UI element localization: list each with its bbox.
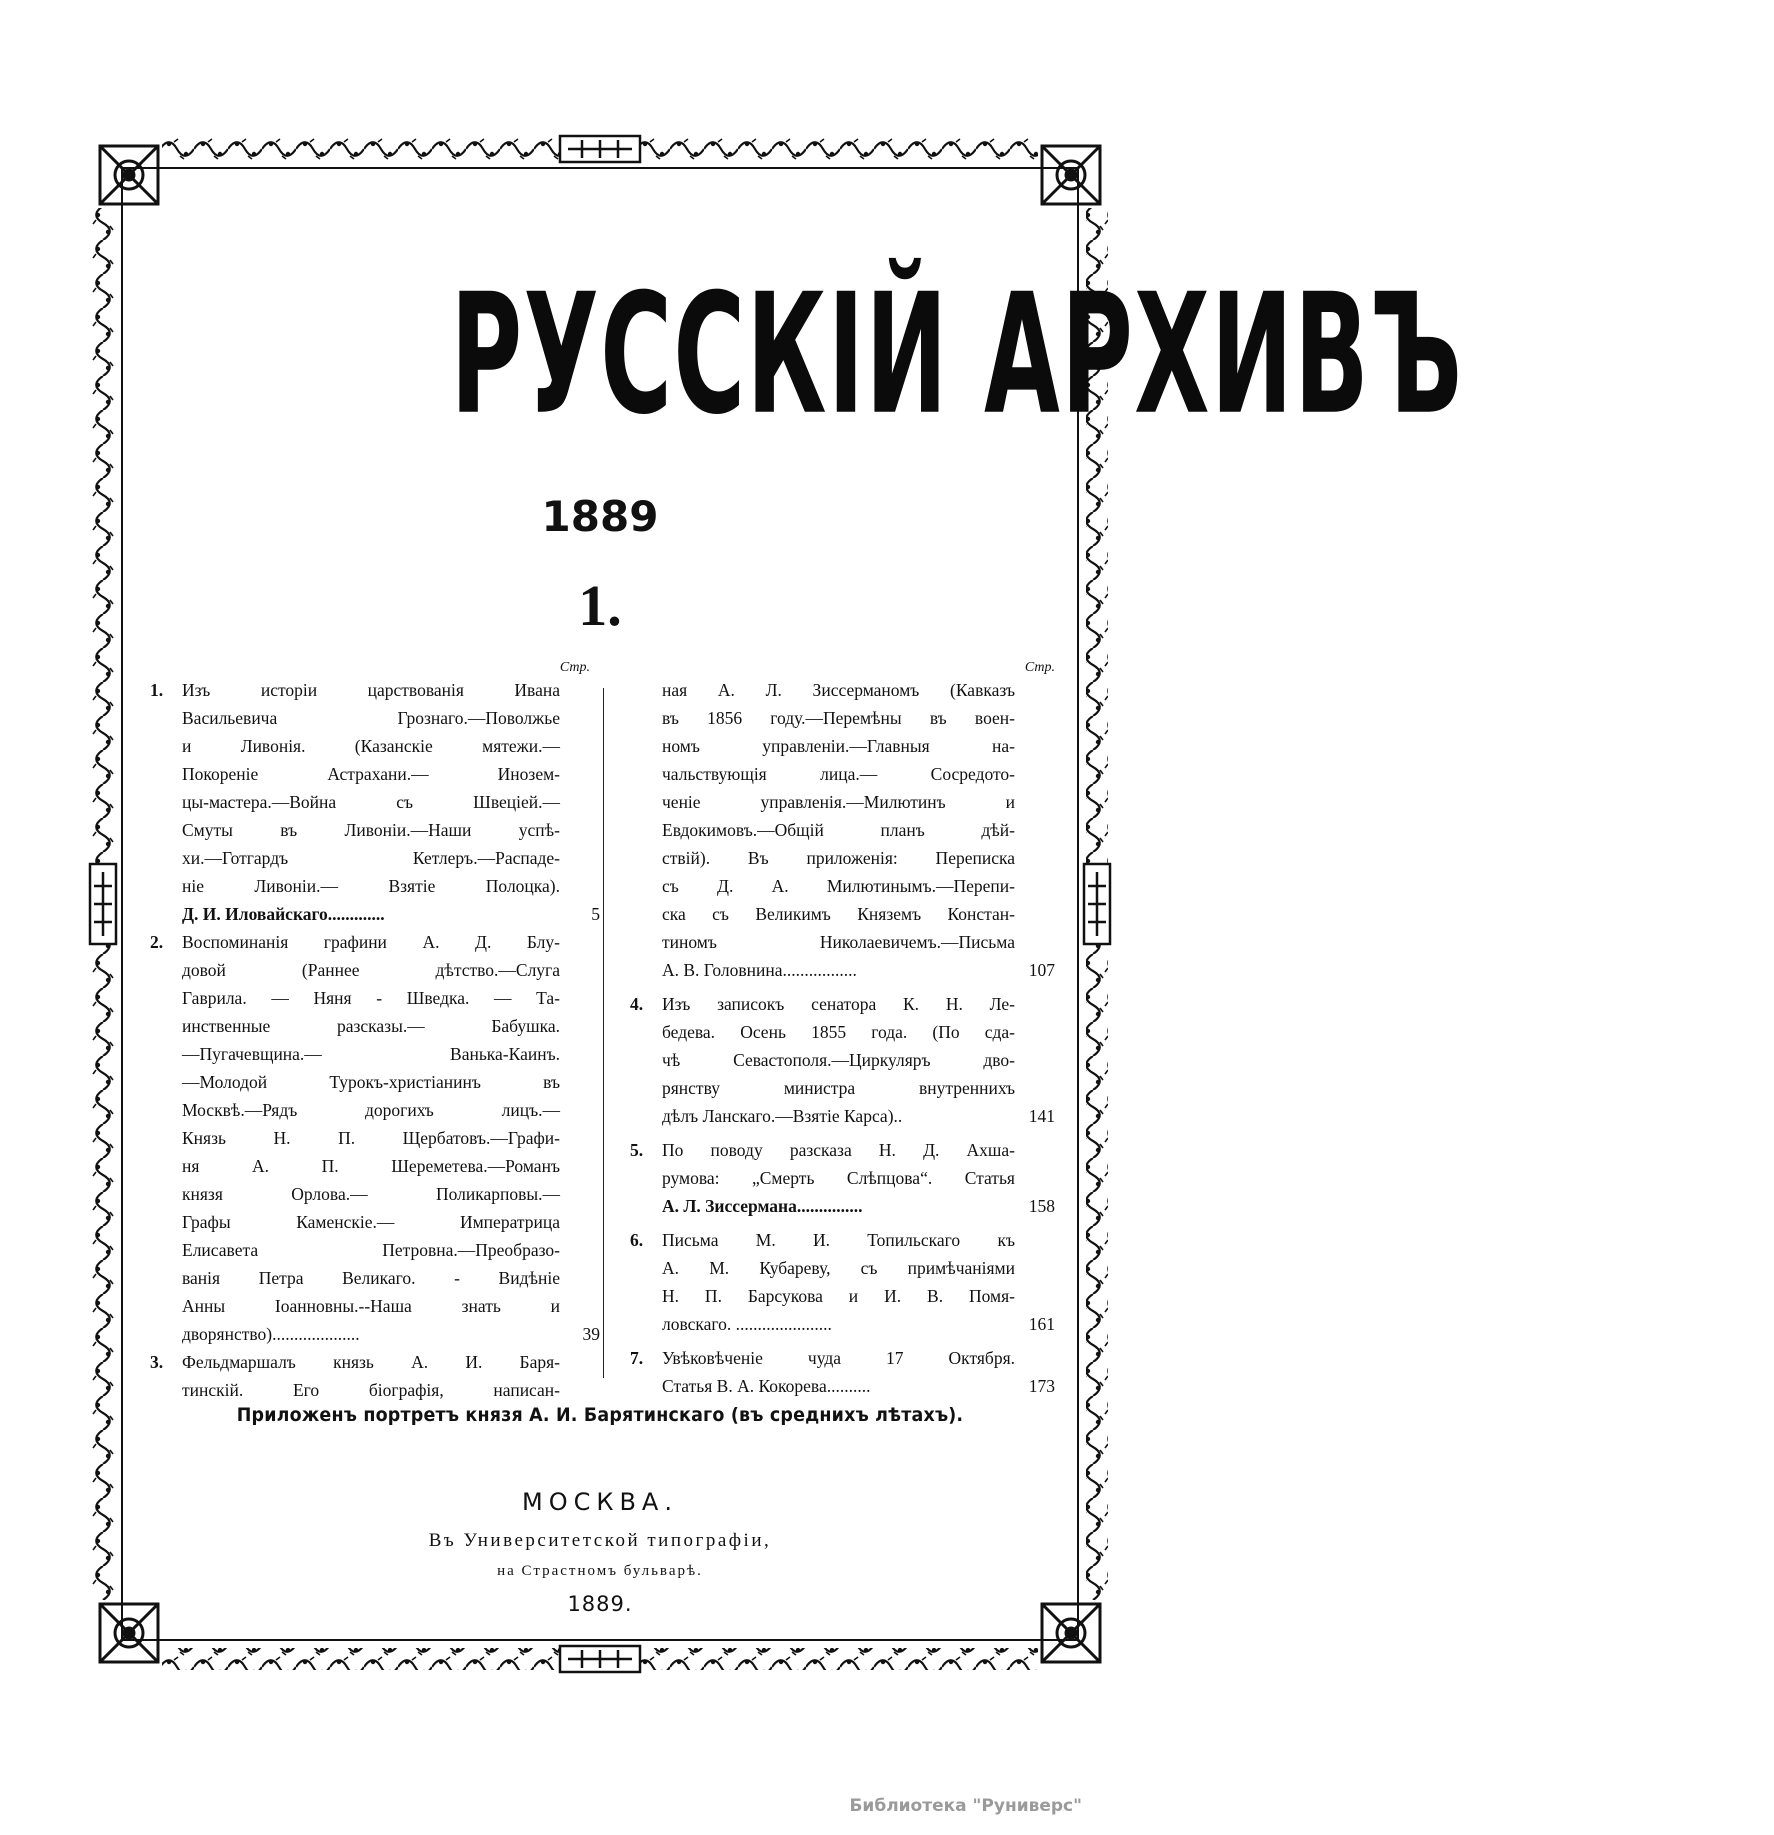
entry-line: Изъ исторіи царствованія Ивана xyxy=(182,680,560,700)
publication-year: 1889 xyxy=(541,492,659,541)
toc-entry-1 xyxy=(150,676,600,928)
page-label-right: Стр. xyxy=(1024,660,1055,675)
entry-page: 158 xyxy=(1028,1196,1055,1216)
entry-line: ченіе управленія.—Милютинъ и xyxy=(662,792,1015,812)
masthead xyxy=(140,250,1464,470)
entry-line: Князь Н. П. Щербатовъ.—Графи- xyxy=(182,1128,560,1148)
entry-line: въ 1856 году.—Перемѣны въ воен- xyxy=(662,708,1015,728)
entry-line: бедева. Осень 1855 года. (По сда- xyxy=(662,1022,1015,1042)
toc-entry-3 xyxy=(150,1348,600,1404)
toc-right-column xyxy=(630,660,1055,1400)
entry-line: Изъ записокъ сенатора К. Н. Ле- xyxy=(662,994,1015,1014)
imprint-address: на Страстномъ бульварѣ. xyxy=(497,1563,703,1579)
entry-last-line: дворянство).................... xyxy=(182,1324,360,1344)
entry-page: 39 xyxy=(582,1324,600,1344)
entry-page: 141 xyxy=(1028,1106,1055,1126)
entry-last-line: дѣлъ Ланскаго.—Взятіе Карса).. xyxy=(662,1106,903,1126)
entry-line: Письма М. И. Топильскаго къ xyxy=(662,1230,1015,1250)
entry-line: Воспоминанія графини А. Д. Блу- xyxy=(182,932,560,952)
entry-line: тинскій. Его біографія, написан- xyxy=(182,1380,560,1400)
entry-line: Москвѣ.—Рядъ дорогихъ лицъ.— xyxy=(182,1100,560,1120)
entry-number: 3. xyxy=(150,1352,164,1372)
entry-last-line: ловскаго. ...................... xyxy=(662,1314,832,1334)
entry-line: Елисавета Петровна.—Преобразо- xyxy=(182,1240,560,1260)
toc-entry-7 xyxy=(630,1344,1055,1400)
entry-line: ванія Петра Великаго. - Видѣніе xyxy=(182,1268,560,1288)
entry-line: ная А. Л. Зиссерманомъ (Кавказъ xyxy=(662,680,1015,700)
entry-line: румова: „Смерть Слѣпцова“. Статья xyxy=(662,1168,1015,1188)
entry-line: —Пугачевщина.— Ванька-Каинъ. xyxy=(182,1044,560,1064)
entry-line: Фельдмаршалъ князь А. И. Баря- xyxy=(182,1352,560,1372)
page-label-left: Стр. xyxy=(559,660,590,675)
entry-line: Увѣковѣченіе чуда 17 Октября. xyxy=(662,1348,1015,1368)
toc-entry-4 xyxy=(630,990,1055,1130)
entry-line: Васильевича Грознаго.—Поволжье xyxy=(182,708,560,728)
entry-page: 173 xyxy=(1028,1376,1055,1396)
entry-line: князя Орлова.— Поликарповы.— xyxy=(182,1184,560,1204)
entry-line: Н. П. Барсукова и И. В. Помя- xyxy=(662,1286,1015,1306)
toc-entry-3-continued xyxy=(630,676,1055,984)
entry-line: хи.—Готгардъ Кетлеръ.—Распаде- xyxy=(182,848,560,868)
entry-line: По поводу разсказа Н. Д. Ахша- xyxy=(662,1140,1015,1160)
entry-line: Евдокимовъ.—Общій планъ дѣй- xyxy=(662,820,1015,840)
entry-line: инственные разсказы.— Бабушка. xyxy=(182,1016,560,1036)
toc-left-column xyxy=(150,660,600,1404)
entry-line: ствій). Въ приложенія: Переписка xyxy=(662,848,1015,868)
entry-last-line: Статья В. А. Кокорева.......... xyxy=(662,1376,871,1396)
entry-line: довой (Раннее дѣтство.—Слуга xyxy=(182,960,560,980)
imprint-city: МОСКВА. xyxy=(522,1488,678,1516)
entry-line: А. М. Кубареву, съ примѣчаніями xyxy=(662,1258,1015,1278)
entry-line: цы-мастера.—Война съ Швеціей.— xyxy=(182,792,560,812)
imprint-year: 1889. xyxy=(567,1592,633,1616)
entry-number: 7. xyxy=(630,1348,644,1368)
column-divider xyxy=(603,688,604,1378)
toc-entry-6 xyxy=(630,1226,1055,1338)
library-watermark: Библиотека "Руниверс" xyxy=(849,1796,1082,1816)
toc-entry-2 xyxy=(150,928,600,1348)
toc-entry-5 xyxy=(630,1136,1055,1220)
issue-number: 1. xyxy=(578,573,622,638)
entry-page: 161 xyxy=(1028,1314,1055,1334)
entry-line: ска съ Великимъ Княземъ Констан- xyxy=(662,904,1015,924)
entry-author-line: А. Л. Зиссермана............... xyxy=(662,1196,863,1216)
entry-line: и Ливонія. (Казанскіе мятежи.— xyxy=(182,736,560,756)
imprint-printer: Въ Университетской типографіи, xyxy=(428,1530,772,1551)
entry-line: Графы Каменскіе.— Императрица xyxy=(182,1212,560,1232)
entry-number: 4. xyxy=(630,994,644,1014)
journal-title: РУССКІЙ АРХИВЪ xyxy=(450,258,1464,452)
entry-line: Покореніе Астрахани.— Инозем- xyxy=(182,764,560,784)
entry-line: ніе Ливоніи.— Взятіе Полоцка). xyxy=(182,876,560,896)
entry-line: съ Д. А. Милютинымъ.—Перепи- xyxy=(662,876,1015,896)
entry-line: Смуты въ Ливоніи.—Наши успѣ- xyxy=(182,820,560,840)
entry-line: ня А. П. Шереметева.—Романъ xyxy=(182,1156,560,1176)
entry-line: Анны Іоанновны.--Наша знать и xyxy=(182,1296,560,1316)
entry-line: рянству министра внутреннихъ xyxy=(662,1078,1015,1098)
entry-line: чѣ Севастополя.—Циркуляръ дво- xyxy=(662,1050,1015,1070)
entry-number: 6. xyxy=(630,1230,644,1250)
attachment-note: Приложенъ портретъ князя А. И. Барятинскаго (въ среднихъ лѣтахъ). xyxy=(236,1404,964,1426)
entry-last-line: А. В. Головнина................. xyxy=(662,960,857,980)
entry-number: 5. xyxy=(630,1140,644,1160)
entry-line: номъ управленіи.—Главныя на- xyxy=(662,736,1015,756)
entry-page: 5 xyxy=(591,904,600,924)
entry-number: 1. xyxy=(150,680,164,700)
entry-number: 2. xyxy=(150,932,164,952)
entry-line: —Молодой Турокъ-христіанинъ въ xyxy=(182,1072,560,1092)
entry-author-line: Д. И. Иловайскаго............. xyxy=(182,904,385,924)
entry-line: тиномъ Николаевичемъ.—Письма xyxy=(662,932,1015,952)
entry-line: Гаврила. — Няня - Шведка. — Та- xyxy=(182,988,560,1008)
entry-line: чальствующія лица.— Сосредото- xyxy=(662,764,1015,784)
entry-page: 107 xyxy=(1028,960,1055,980)
